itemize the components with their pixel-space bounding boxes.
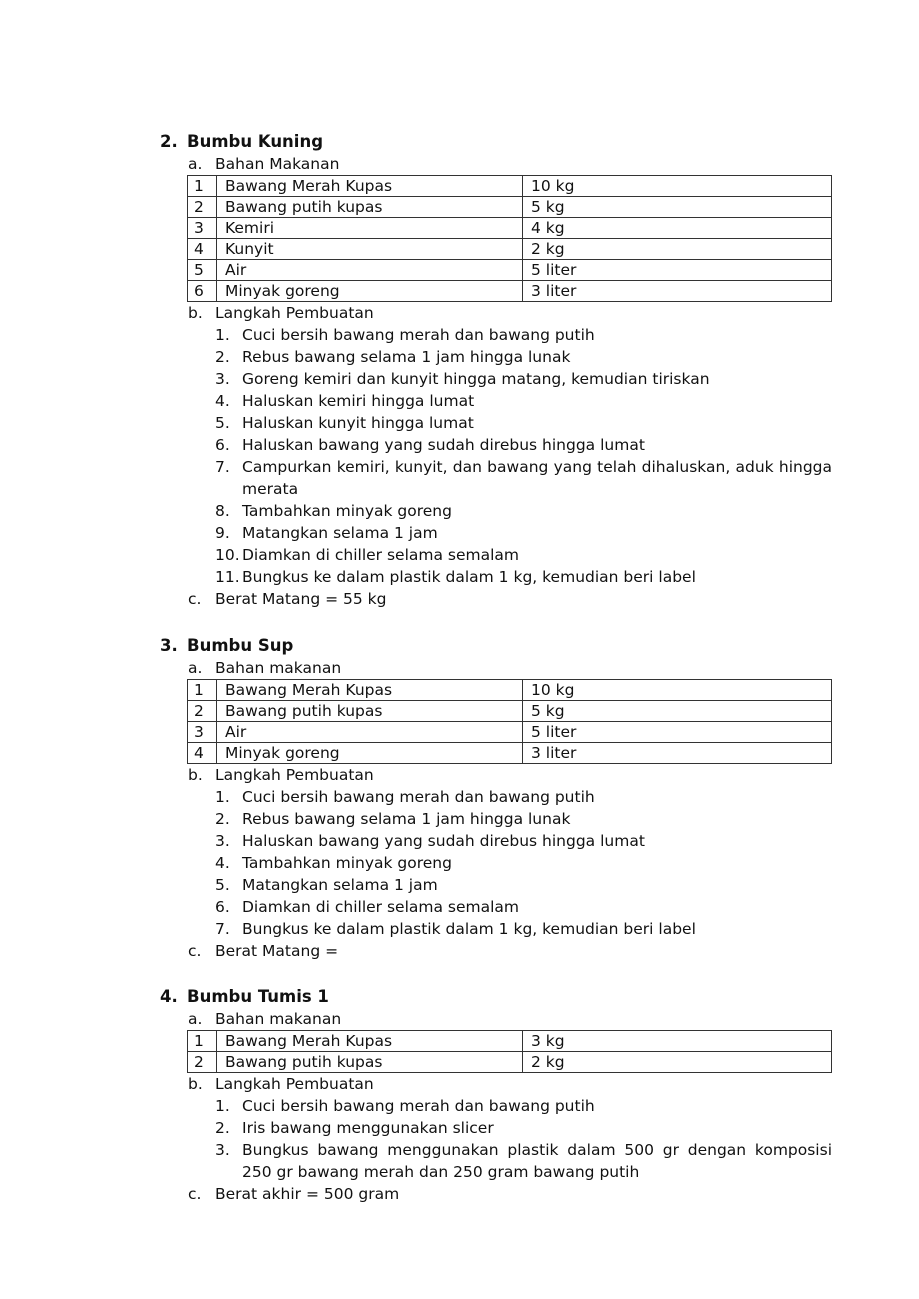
cell-name: Minyak goreng <box>217 281 523 302</box>
sub-label: b. <box>188 304 203 322</box>
cell-no: 3 <box>188 722 217 743</box>
section-number: 4. <box>160 987 178 1006</box>
sub-label: b. <box>188 766 203 784</box>
step-number: 11. <box>215 568 240 586</box>
cell-no: 5 <box>188 260 217 281</box>
list-item <box>160 786 832 808</box>
steps-heading <box>160 1073 832 1095</box>
section-number: 2. <box>160 132 178 151</box>
cell-qty: 2 kg <box>523 1052 832 1073</box>
cell-qty: 5 liter <box>523 260 832 281</box>
step-text: Haluskan bawang yang sudah direbus hingga lumat <box>242 832 645 850</box>
section-title-text: Bumbu Kuning <box>187 132 324 151</box>
table-row <box>188 176 832 197</box>
step-text: Matangkan selama 1 jam <box>242 524 438 542</box>
steps-heading <box>160 302 832 324</box>
section-title <box>160 635 832 657</box>
step-text: Rebus bawang selama 1 jam hingga lunak <box>242 810 571 828</box>
step-text: Campurkan kemiri, kunyit, dan bawang yang telah dihaluskan, aduk hingga merata <box>242 458 832 498</box>
step-number: 4. <box>215 392 230 410</box>
steps-heading <box>160 764 832 786</box>
cell-no: 1 <box>188 680 217 701</box>
cell-qty: 3 kg <box>523 1031 832 1052</box>
table-row <box>188 281 832 302</box>
section-title <box>160 131 832 153</box>
table-row <box>188 218 832 239</box>
weight-text: Berat Matang = <box>215 942 339 960</box>
ingredients-heading <box>160 657 832 679</box>
cell-no: 2 <box>188 197 217 218</box>
step-text: Tambahkan minyak goreng <box>242 502 452 520</box>
ingredients-table <box>187 175 832 302</box>
sub-title: Langkah Pembuatan <box>215 1075 374 1093</box>
sub-label: c. <box>188 1185 202 1203</box>
cell-name: Bawang putih kupas <box>217 701 523 722</box>
sub-title: Bahan makanan <box>215 659 342 677</box>
sub-title: Bahan makanan <box>215 1010 342 1028</box>
table-row <box>188 197 832 218</box>
step-number: 2. <box>215 810 230 828</box>
step-number: 4. <box>215 854 230 872</box>
step-number: 7. <box>215 458 230 476</box>
list-item <box>160 896 832 918</box>
step-number: 6. <box>215 898 230 916</box>
step-text: Goreng kemiri dan kunyit hingga matang, kemudian tiriskan <box>242 370 710 388</box>
cell-qty: 10 kg <box>523 680 832 701</box>
step-text: Iris bawang menggunakan slicer <box>242 1119 494 1137</box>
step-text: Rebus bawang selama 1 jam hingga lunak <box>242 348 571 366</box>
cell-name: Kemiri <box>217 218 523 239</box>
cell-no: 3 <box>188 218 217 239</box>
section-title-text: Bumbu Tumis 1 <box>187 987 329 1006</box>
step-text: Tambahkan minyak goreng <box>242 854 452 872</box>
weight-line <box>160 940 832 962</box>
cell-qty: 5 kg <box>523 701 832 722</box>
cell-no: 2 <box>188 1052 217 1073</box>
table-row <box>188 722 832 743</box>
step-text: Cuci bersih bawang merah dan bawang putih <box>242 326 595 344</box>
list-item <box>160 808 832 830</box>
cell-name: Kunyit <box>217 239 523 260</box>
cell-no: 1 <box>188 1031 217 1052</box>
step-text: Haluskan bawang yang sudah direbus hingga lumat <box>242 436 645 454</box>
ingredients-table <box>187 679 832 764</box>
sub-title: Langkah Pembuatan <box>215 766 374 784</box>
step-text: Haluskan kemiri hingga lumat <box>242 392 475 410</box>
weight-text: Berat akhir = 500 gram <box>215 1185 400 1203</box>
section-number: 3. <box>160 636 178 655</box>
list-item <box>160 830 832 852</box>
cell-no: 4 <box>188 239 217 260</box>
table-row <box>188 1052 832 1073</box>
list-item <box>160 324 832 346</box>
list-item <box>160 368 832 390</box>
step-number: 3. <box>215 1141 230 1159</box>
steps-list <box>160 1095 832 1183</box>
cell-no: 2 <box>188 701 217 722</box>
sub-label: a. <box>188 659 203 677</box>
step-text: Matangkan selama 1 jam <box>242 876 438 894</box>
step-text: Diamkan di chiller selama semalam <box>242 546 520 564</box>
step-number: 1. <box>215 788 230 806</box>
step-text: Bungkus bawang menggunakan plastik dalam 500 gr dengan komposisi 250 gr bawang merah dan 250 gram bawang putih <box>242 1141 832 1181</box>
sub-label: a. <box>188 155 203 173</box>
ingredients-table <box>187 1030 832 1073</box>
step-number: 5. <box>215 876 230 894</box>
cell-name: Bawang putih kupas <box>217 197 523 218</box>
step-number: 1. <box>215 326 230 344</box>
cell-qty: 4 kg <box>523 218 832 239</box>
step-number: 2. <box>215 1119 230 1137</box>
table-row <box>188 260 832 281</box>
cell-no: 4 <box>188 743 217 764</box>
steps-list <box>160 786 832 940</box>
cell-qty: 5 kg <box>523 197 832 218</box>
list-item <box>160 346 832 368</box>
list-item <box>160 412 832 434</box>
section-title-text: Bumbu Sup <box>187 636 294 655</box>
cell-name: Bawang putih kupas <box>217 1052 523 1073</box>
sub-label: c. <box>188 942 202 960</box>
cell-name: Air <box>217 260 523 281</box>
list-item <box>160 918 832 940</box>
step-number: 6. <box>215 436 230 454</box>
cell-qty: 3 liter <box>523 281 832 302</box>
cell-name: Bawang Merah Kupas <box>217 1031 523 1052</box>
list-item <box>160 1139 832 1183</box>
step-number: 5. <box>215 414 230 432</box>
step-text: Bungkus ke dalam plastik dalam 1 kg, kemudian beri label <box>242 920 696 938</box>
cell-name: Air <box>217 722 523 743</box>
step-number: 2. <box>215 348 230 366</box>
sub-label: a. <box>188 1010 203 1028</box>
step-number: 10. <box>215 546 240 564</box>
list-item <box>160 852 832 874</box>
cell-name: Minyak goreng <box>217 743 523 764</box>
weight-text: Berat Matang = 55 kg <box>215 590 387 608</box>
cell-qty: 10 kg <box>523 176 832 197</box>
list-item <box>160 1117 832 1139</box>
steps-list <box>160 324 832 588</box>
step-text: Haluskan kunyit hingga lumat <box>242 414 474 432</box>
step-text: Cuci bersih bawang merah dan bawang putih <box>242 1097 595 1115</box>
cell-name: Bawang Merah Kupas <box>217 176 523 197</box>
ingredients-heading <box>160 1008 832 1030</box>
list-item <box>160 1095 832 1117</box>
step-number: 1. <box>215 1097 230 1115</box>
sub-label: b. <box>188 1075 203 1093</box>
step-text: Diamkan di chiller selama semalam <box>242 898 520 916</box>
list-item <box>160 874 832 896</box>
section-bumbu-sup <box>160 635 832 962</box>
weight-line <box>160 1183 832 1205</box>
cell-qty: 3 liter <box>523 743 832 764</box>
list-item <box>160 500 832 522</box>
ingredients-heading <box>160 153 832 175</box>
section-title <box>160 986 832 1008</box>
cell-name: Bawang Merah Kupas <box>217 680 523 701</box>
list-item <box>160 434 832 456</box>
step-text: Bungkus ke dalam plastik dalam 1 kg, kemudian beri label <box>242 568 696 586</box>
table-row <box>188 680 832 701</box>
section-bumbu-tumis-1 <box>160 986 832 1205</box>
cell-no: 6 <box>188 281 217 302</box>
list-item <box>160 522 832 544</box>
cell-no: 1 <box>188 176 217 197</box>
list-item <box>160 566 832 588</box>
cell-qty: 2 kg <box>523 239 832 260</box>
step-text: Cuci bersih bawang merah dan bawang putih <box>242 788 595 806</box>
list-item <box>160 456 832 500</box>
step-number: 9. <box>215 524 230 542</box>
list-item <box>160 544 832 566</box>
table-row <box>188 743 832 764</box>
step-number: 3. <box>215 370 230 388</box>
list-item <box>160 390 832 412</box>
cell-qty: 5 liter <box>523 722 832 743</box>
sub-label: c. <box>188 590 202 608</box>
step-number: 3. <box>215 832 230 850</box>
section-bumbu-kuning <box>160 131 832 610</box>
step-number: 8. <box>215 502 230 520</box>
step-number: 7. <box>215 920 230 938</box>
table-row <box>188 239 832 260</box>
sub-title: Langkah Pembuatan <box>215 304 374 322</box>
sub-title: Bahan Makanan <box>215 155 340 173</box>
table-row <box>188 1031 832 1052</box>
table-row <box>188 701 832 722</box>
weight-line <box>160 588 832 610</box>
